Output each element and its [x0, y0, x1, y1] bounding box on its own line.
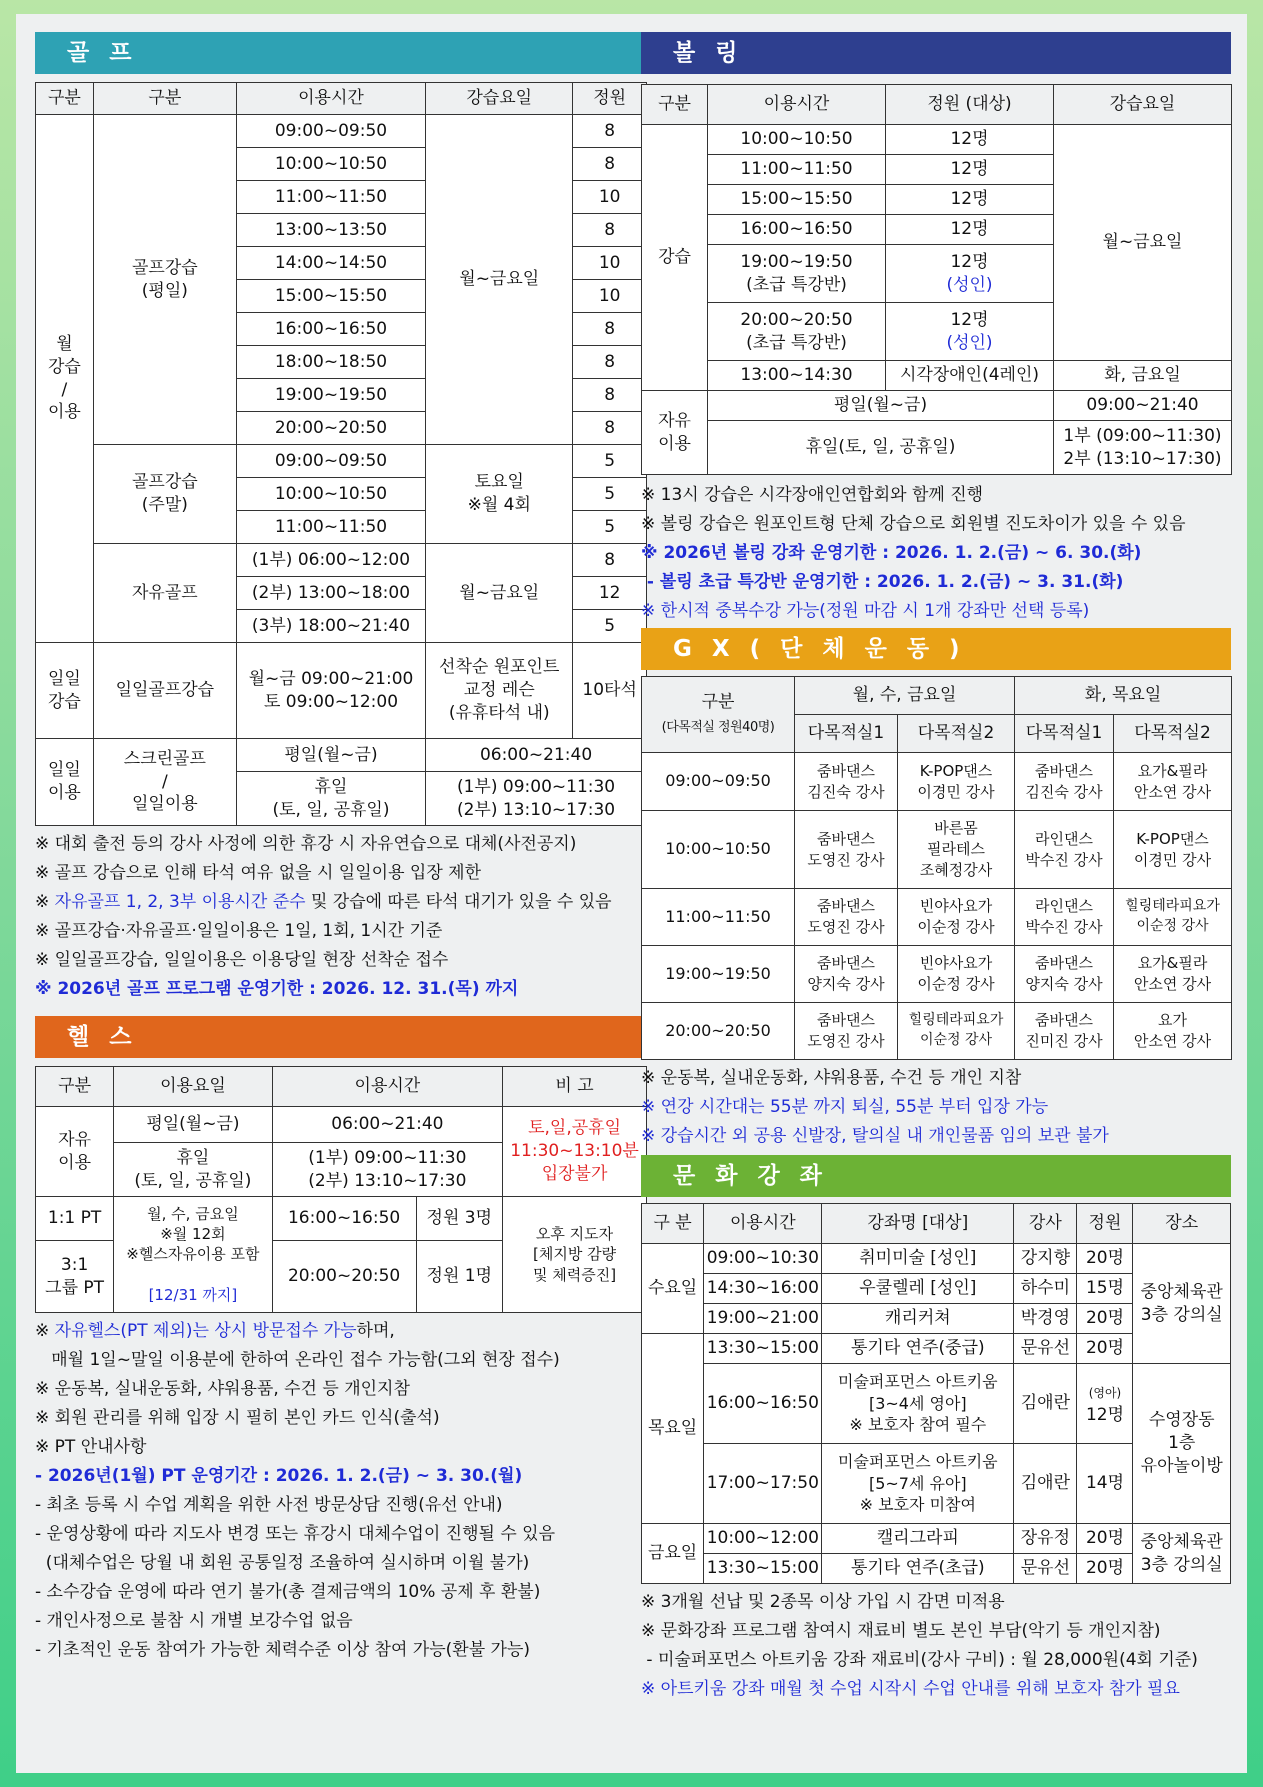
- bowling-capacity: 시각장애인(4레인): [886, 361, 1054, 391]
- culture-teacher: 하수미: [1014, 1274, 1077, 1304]
- health-col-header: 이용요일: [114, 1067, 272, 1107]
- bowling-capacity: 12명: [886, 155, 1054, 185]
- health-note: - 운영상황에 따라 지도사 변경 또는 휴강시 대체수업이 진행될 수 있음: [35, 1524, 555, 1544]
- health-note: - 최초 등록 시 수업 계획을 위한 사전 방문상담 진행(유선 안내): [35, 1495, 503, 1515]
- health-note-prefix: ※: [35, 1321, 55, 1341]
- health-remark: 토,일,공휴일 11:30~13:10분 입장불가: [503, 1107, 647, 1197]
- golf-time: 18:00~18:50: [236, 346, 425, 379]
- culture-day: 수요일: [642, 1244, 704, 1334]
- culture-time: 17:00~17:50: [704, 1444, 822, 1524]
- bowling-capacity: 12명: [886, 125, 1054, 155]
- bowling-weekday: 평일(월~금): [708, 391, 1054, 421]
- bowling-time: 19:00~19:50 (초급 특강반): [708, 245, 886, 303]
- gx-time: 09:00~09:50: [642, 753, 795, 811]
- golf-daily-lesson-time: 월~금 09:00~21:00 토 09:00~12:00: [236, 643, 425, 739]
- bowling-time: 13:00~14:30: [708, 361, 886, 391]
- golf-capacity: 8: [573, 379, 647, 412]
- bowling-time: 10:00~10:50: [708, 125, 886, 155]
- golf-capacity: 10: [573, 247, 647, 280]
- golf-free-label: 자유골프: [93, 544, 236, 643]
- golf-note-highlight: 자유골프 1, 2, 3부 이용시간 준수: [54, 892, 306, 912]
- golf-time: 10:00~10:50: [236, 478, 425, 511]
- culture-capacity: 14명: [1077, 1444, 1133, 1524]
- bowling-capacity-count: 12명: [950, 251, 989, 272]
- health-note-rest: 하며,: [356, 1321, 395, 1341]
- bowling-capacity-target: (성인): [946, 332, 993, 353]
- bowling-col-header: 이용시간: [708, 85, 886, 125]
- golf-time: 20:00~20:50: [236, 412, 425, 445]
- culture-notes: [641, 1588, 1231, 1704]
- gx-time: 19:00~19:50: [642, 946, 795, 1003]
- golf-time: 16:00~16:50: [236, 313, 425, 346]
- schedule-page: [16, 14, 1247, 1773]
- health-pt-remark: 오후 지도자 [체지방 감량 및 체력증진]: [503, 1197, 647, 1313]
- culture-capacity: 20명: [1077, 1334, 1133, 1364]
- golf-time: 09:00~09:50: [236, 445, 425, 478]
- health-note: - 개인사정으로 불참 시 개별 보강수업 없음: [35, 1611, 353, 1631]
- golf-daily-use-weekday: 평일(월~금): [236, 739, 425, 772]
- golf-capacity: 8: [573, 412, 647, 445]
- gx-class: 요가&필라 안소연 강사: [1114, 753, 1232, 811]
- gx-col-header: 화, 목요일: [1015, 677, 1232, 715]
- gx-class: 줌바댄스 도영진 강사: [795, 889, 898, 946]
- golf-capacity: 8: [573, 148, 647, 181]
- golf-daily-use-group: 일일 이용: [36, 739, 94, 826]
- golf-capacity: 8: [573, 313, 647, 346]
- golf-capacity: 5: [573, 478, 647, 511]
- culture-capacity: 20명: [1077, 1554, 1133, 1584]
- golf-free-days: 월~금요일: [426, 544, 573, 643]
- culture-place: 수영장동 1층 유아놀이방: [1133, 1364, 1231, 1524]
- golf-table: [35, 82, 647, 826]
- culture-note: ※ 3개월 선납 및 2종목 이상 가입 시 감면 미적용: [641, 1592, 1005, 1612]
- culture-col-header: 이용시간: [704, 1204, 822, 1244]
- health-note: - 소수강습 운영에 따라 연기 불가(총 결제금액의 10% 공제 후 환불): [35, 1582, 541, 1602]
- gx-class: 줌바댄스 도영진 강사: [795, 1003, 898, 1060]
- culture-teacher: 김애란: [1014, 1444, 1077, 1524]
- golf-daily-lesson-days: 선착순 원포인트 교정 레슨 (유휴타석 내): [426, 643, 573, 739]
- health-holiday-time: (1부) 09:00~11:30 (2부) 13:10~17:30: [272, 1143, 502, 1197]
- golf-time: (1부) 06:00~12:00: [236, 544, 425, 577]
- health-note: - 기초적인 운동 참여가 가능한 체력수준 이상 참여 가능(환불 가능): [35, 1640, 531, 1660]
- golf-daily-lesson-cap: 10타석: [573, 643, 647, 739]
- golf-col-header: 이용시간: [236, 83, 425, 115]
- culture-capacity-count: 12명: [1085, 1404, 1124, 1425]
- culture-course: 통기타 연주(초급): [822, 1554, 1014, 1584]
- health-note: 매월 1일~말일 이용분에 한하여 온라인 접수 가능함(그외 현장 접수): [35, 1350, 560, 1370]
- golf-time: 15:00~15:50: [236, 280, 425, 313]
- gx-note: ※ 연강 시간대는 55분 까지 퇴실, 55분 부터 입장 가능: [641, 1097, 1049, 1117]
- health-note: ※ PT 안내사항: [35, 1437, 147, 1457]
- golf-time: (2부) 13:00~18:00: [236, 577, 425, 610]
- golf-weekend-days: 토요일 ※월 4회: [426, 445, 573, 544]
- culture-col-header: 구 분: [642, 1204, 704, 1244]
- golf-note: ※ 대회 출전 등의 강사 사정에 의한 휴강 시 자유연습으로 대체(사전공지): [35, 834, 577, 854]
- bowling-holiday: 휴일(토, 일, 공휴일): [708, 421, 1054, 475]
- gx-class: 빈야사요가 이순정 강사: [898, 889, 1015, 946]
- health-pt3-time: 20:00~20:50: [272, 1241, 416, 1313]
- gx-table: [641, 676, 1232, 1060]
- golf-daily-use-holiday-time: (1부) 09:00~11:30 (2부) 13:10~17:30: [426, 772, 647, 826]
- gx-class: 줌바댄스 김진숙 강사: [795, 753, 898, 811]
- golf-capacity: 5: [573, 511, 647, 544]
- bowling-capacity-target: (성인): [946, 274, 993, 295]
- gx-class: 바른몸 필라테스 조혜정강사: [898, 811, 1015, 889]
- golf-capacity: 12: [573, 577, 647, 610]
- health-col-header: 이용시간: [272, 1067, 502, 1107]
- gx-class: 요가 안소연 강사: [1114, 1003, 1232, 1060]
- gx-col-header: [642, 677, 795, 753]
- golf-note: ※ 골프 강습으로 인해 타석 여유 없을 시 일일이용 입장 제한: [35, 863, 481, 883]
- bowling-notes: [641, 481, 1231, 626]
- golf-note-rest: 및 강습에 따른 타석 대기가 있을 수 있음: [305, 892, 612, 912]
- golf-capacity: 10: [573, 181, 647, 214]
- golf-note: ※ 일일골프강습, 일일이용은 이용당일 현장 선착순 접수: [35, 950, 449, 970]
- gx-room-header: 다목적실1: [1015, 715, 1114, 753]
- gx-note: ※ 강습시간 외 공용 신발장, 탈의실 내 개인물품 임의 보관 불가: [641, 1126, 1109, 1146]
- bowling-note-period: ※ 2026년 볼링 강좌 운영기한 : 2026. 1. 2.(금) ~ 6. 30.(화): [641, 543, 1142, 563]
- culture-capacity-target: (영아): [1088, 1385, 1122, 1400]
- culture-teacher: 장유정: [1014, 1524, 1077, 1554]
- culture-table: [641, 1203, 1231, 1584]
- golf-daily-lesson-group: 일일 강습: [36, 643, 94, 739]
- bowling-capacity: 12명: [886, 215, 1054, 245]
- gx-room-header: 다목적실2: [1114, 715, 1232, 753]
- bowling-capacity-count: 12명: [950, 309, 989, 330]
- culture-capacity: 20명: [1077, 1304, 1133, 1334]
- gx-header-sub: (다목적실 정원40명): [661, 719, 775, 735]
- culture-col-header: 강사: [1014, 1204, 1077, 1244]
- culture-teacher: 박경영: [1014, 1304, 1077, 1334]
- culture-note: - 미술퍼포먼스 아트키움 강좌 재료비(강사 구비) : 월 28,000원(4회 기준): [641, 1650, 1198, 1670]
- culture-day: 금요일: [642, 1524, 704, 1584]
- gx-class: 힐링테라피요가 이순정 강사: [898, 1003, 1015, 1060]
- bowling-header: 볼 링: [641, 32, 1231, 74]
- health-free-label: 자유 이용: [36, 1107, 114, 1197]
- health-weekday: 평일(월~금): [114, 1107, 272, 1143]
- culture-course: 우쿨렐레 [성인]: [822, 1274, 1014, 1304]
- bowling-table: [641, 84, 1232, 475]
- golf-time: 11:00~11:50: [236, 511, 425, 544]
- gx-class: 줌바댄스 도영진 강사: [795, 811, 898, 889]
- gx-room-header: 다목적실1: [795, 715, 898, 753]
- golf-notes: [35, 830, 647, 1004]
- golf-col-header: 정원: [573, 83, 647, 115]
- left-column: [35, 32, 647, 1665]
- culture-teacher: 문유선: [1014, 1554, 1077, 1584]
- culture-capacity: [1077, 1364, 1133, 1444]
- health-pt1-label: 1:1 PT: [36, 1197, 114, 1241]
- gx-class: 줌바댄스 진미진 강사: [1015, 1003, 1114, 1060]
- culture-teacher: 문유선: [1014, 1334, 1077, 1364]
- health-note: ※ 회원 관리를 위해 입장 시 필히 본인 카드 인식(출석): [35, 1408, 440, 1428]
- bowling-col-header: 구분: [642, 85, 708, 125]
- bowling-time: 16:00~16:50: [708, 215, 886, 245]
- culture-course: 캘리그라피: [822, 1524, 1014, 1554]
- gx-class: 라인댄스 박수진 강사: [1015, 811, 1114, 889]
- golf-time: 13:00~13:50: [236, 214, 425, 247]
- gx-room-header: 다목적실2: [898, 715, 1015, 753]
- health-col-header: 구분: [36, 1067, 114, 1107]
- golf-daily-use-weekday-time: 06:00~21:40: [426, 739, 647, 772]
- gx-time: 20:00~20:50: [642, 1003, 795, 1060]
- culture-header: 문 화 강 좌: [641, 1155, 1231, 1197]
- culture-capacity: 20명: [1077, 1524, 1133, 1554]
- bowling-days: 화, 금요일: [1054, 361, 1232, 391]
- gx-class: K-POP댄스 이경민 강사: [898, 753, 1015, 811]
- health-table: [35, 1066, 647, 1313]
- golf-capacity: 8: [573, 346, 647, 379]
- golf-weekday-label: 골프강습 (평일): [93, 115, 236, 445]
- health-pt-days: [114, 1197, 272, 1313]
- gx-class: 요가&필라 안소연 강사: [1114, 946, 1232, 1003]
- gx-time: 11:00~11:50: [642, 889, 795, 946]
- gx-class: 라인댄스 박수진 강사: [1015, 889, 1114, 946]
- golf-col-header: 구분: [36, 83, 94, 115]
- golf-time: 10:00~10:50: [236, 148, 425, 181]
- golf-note: ※ 자유골프 1, 2, 3부 이용시간 준수 및 강습에 따른 타석 대기가 있을 수 있음: [35, 892, 612, 912]
- health-note-highlight: 자유헬스(PT 제외)는 상시 방문접수 가능: [54, 1321, 357, 1341]
- bowling-weekday-time: 09:00~21:40: [1054, 391, 1232, 421]
- golf-capacity: 8: [573, 544, 647, 577]
- golf-time: 19:00~19:50: [236, 379, 425, 412]
- health-pt1-cap: 정원 3명: [416, 1197, 503, 1241]
- golf-header: 골 프: [35, 32, 647, 74]
- health-header: 헬 스: [35, 1016, 647, 1058]
- culture-course: 미술퍼포먼스 아트키움 [3~4세 영아] ※ 보호자 참여 필수: [822, 1364, 1014, 1444]
- golf-time: 11:00~11:50: [236, 181, 425, 214]
- culture-course: 취미미술 [성인]: [822, 1244, 1014, 1274]
- culture-teacher: 강지향: [1014, 1244, 1077, 1274]
- bowling-capacity: 12명: [886, 185, 1054, 215]
- golf-note: ※ 골프강습·자유골프·일일이용은 1일, 1회, 1시간 기준: [35, 921, 443, 941]
- golf-time: 09:00~09:50: [236, 115, 425, 148]
- health-pt1-time: 16:00~16:50: [272, 1197, 416, 1241]
- gx-note: ※ 운동복, 실내운동화, 샤워용품, 수건 등 개인 지참: [641, 1068, 1022, 1088]
- culture-time: 13:30~15:00: [704, 1334, 822, 1364]
- bowling-note: ※ 한시적 중복수강 가능(정원 마감 시 1개 강좌만 선택 등록): [641, 601, 1090, 621]
- gx-class: K-POP댄스 이경민 강사: [1114, 811, 1232, 889]
- health-weekday-time: 06:00~21:40: [272, 1107, 502, 1143]
- bowling-note: ※ 13시 강습은 시각장애인연합회와 함께 진행: [641, 485, 984, 505]
- culture-teacher: 김애란: [1014, 1364, 1077, 1444]
- bowling-holiday-time: 1부 (09:00~11:30) 2부 (13:10~17:30): [1054, 421, 1232, 475]
- culture-place: 중앙체육관 3층 강의실: [1133, 1524, 1231, 1584]
- bowling-col-header: 강습요일: [1054, 85, 1232, 125]
- bowling-free-label: 자유 이용: [642, 391, 708, 475]
- bowling-lesson-label: 강습: [642, 125, 708, 391]
- right-column: [641, 32, 1231, 1704]
- culture-col-header: 강좌명 [대상]: [822, 1204, 1014, 1244]
- health-notes: [35, 1317, 647, 1665]
- culture-time: 09:00~10:30: [704, 1244, 822, 1274]
- health-note: [35, 1317, 647, 1346]
- bowling-days: 월~금요일: [1054, 125, 1232, 361]
- culture-note: ※ 문화강좌 프로그램 참여시 재료비 별도 본인 부담(악기 등 개인지참): [641, 1621, 1161, 1641]
- gx-class: 줌바댄스 양지숙 강사: [1015, 946, 1114, 1003]
- golf-capacity: 8: [573, 115, 647, 148]
- culture-time: 19:00~21:00: [704, 1304, 822, 1334]
- bowling-note: ※ 볼링 강습은 원포인트형 단체 강습으로 회원별 진도차이가 있을 수 있음: [641, 514, 1186, 534]
- health-note: ※ 운동복, 실내운동화, 샤워용품, 수건 등 개인지참: [35, 1379, 410, 1399]
- bowling-time: 15:00~15:50: [708, 185, 886, 215]
- gx-class: 힐링테라피요가 이순정 강사: [1114, 889, 1232, 946]
- culture-course: 미술퍼포먼스 아트키움 [5~7세 유아] ※ 보호자 미참여: [822, 1444, 1014, 1524]
- culture-capacity: 20명: [1077, 1244, 1133, 1274]
- golf-capacity: 8: [573, 214, 647, 247]
- culture-time: 14:30~16:00: [704, 1274, 822, 1304]
- culture-place: 중앙체육관 3층 강의실: [1133, 1244, 1231, 1364]
- golf-note-deadline: ※ 2026년 골프 프로그램 운영기한 : 2026. 12. 31.(목) 까지: [35, 979, 519, 999]
- golf-daily-use-label: 스크린골프 / 일일이용: [93, 739, 236, 826]
- culture-time: 16:00~16:50: [704, 1364, 822, 1444]
- golf-time: 14:00~14:50: [236, 247, 425, 280]
- gx-header-text: 구분: [701, 691, 735, 712]
- bowling-note-period: - 볼링 초급 특강반 운영기한 : 2026. 1. 2.(금) ~ 3. 31.(화): [641, 572, 1124, 592]
- golf-daily-lesson-label: 일일골프강습: [93, 643, 236, 739]
- health-note: (대체수업은 당월 내 회원 공통일정 조율하여 실시하며 이월 불가): [35, 1553, 530, 1573]
- golf-col-header: 강습요일: [426, 83, 573, 115]
- health-pt3-label: 3:1 그룹 PT: [36, 1241, 114, 1313]
- bowling-capacity: [886, 245, 1054, 303]
- culture-time: 13:30~15:00: [704, 1554, 822, 1584]
- golf-capacity: 10: [573, 280, 647, 313]
- gx-class: 빈야사요가 이순정 강사: [898, 946, 1015, 1003]
- health-pt-days-text: 월, 수, 금요일 ※월 12회 ※헬스자유이용 포함: [126, 1204, 260, 1264]
- gx-notes: [641, 1064, 1231, 1151]
- culture-time: 10:00~12:00: [704, 1524, 822, 1554]
- gx-col-header: 월, 수, 금요일: [795, 677, 1015, 715]
- gx-header: G X ( 단 체 운 동 ): [641, 628, 1231, 670]
- gx-class: 줌바댄스 김진숙 강사: [1015, 753, 1114, 811]
- culture-col-header: 장소: [1133, 1204, 1231, 1244]
- health-pt-until: [12/31 까지]: [148, 1285, 238, 1304]
- bowling-time: 20:00~20:50 (초급 특강반): [708, 303, 886, 361]
- golf-col-header: 구분: [93, 83, 236, 115]
- culture-note: ※ 아트키움 강좌 매월 첫 수업 시작시 수업 안내를 위해 보호자 참가 필요: [641, 1679, 1180, 1699]
- bowling-time: 11:00~11:50: [708, 155, 886, 185]
- bowling-col-header: 정원 (대상): [886, 85, 1054, 125]
- golf-weekend-label: 골프강습 (주말): [93, 445, 236, 544]
- culture-course: 통기타 연주(중급): [822, 1334, 1014, 1364]
- health-holiday: 휴일 (토, 일, 공휴일): [114, 1143, 272, 1197]
- golf-time: (3부) 18:00~21:40: [236, 610, 425, 643]
- culture-capacity: 15명: [1077, 1274, 1133, 1304]
- golf-daily-use-holiday: 휴일 (토, 일, 공휴일): [236, 772, 425, 826]
- health-note-period: - 2026년(1월) PT 운영기간 : 2026. 1. 2.(금) ~ 3. 30.(월): [35, 1466, 523, 1486]
- health-col-header: 비 고: [503, 1067, 647, 1107]
- gx-time: 10:00~10:50: [642, 811, 795, 889]
- golf-capacity: 5: [573, 610, 647, 643]
- golf-group-label: 월 강습 / 이용: [36, 115, 94, 643]
- culture-course: 캐리커쳐: [822, 1304, 1014, 1334]
- culture-col-header: 정원: [1077, 1204, 1133, 1244]
- gx-class: 줌바댄스 양지숙 강사: [795, 946, 898, 1003]
- golf-capacity: 5: [573, 445, 647, 478]
- bowling-capacity: [886, 303, 1054, 361]
- golf-weekday-days: 월~금요일: [426, 115, 573, 445]
- culture-day: 목요일: [642, 1334, 704, 1524]
- health-pt3-cap: 정원 1명: [416, 1241, 503, 1313]
